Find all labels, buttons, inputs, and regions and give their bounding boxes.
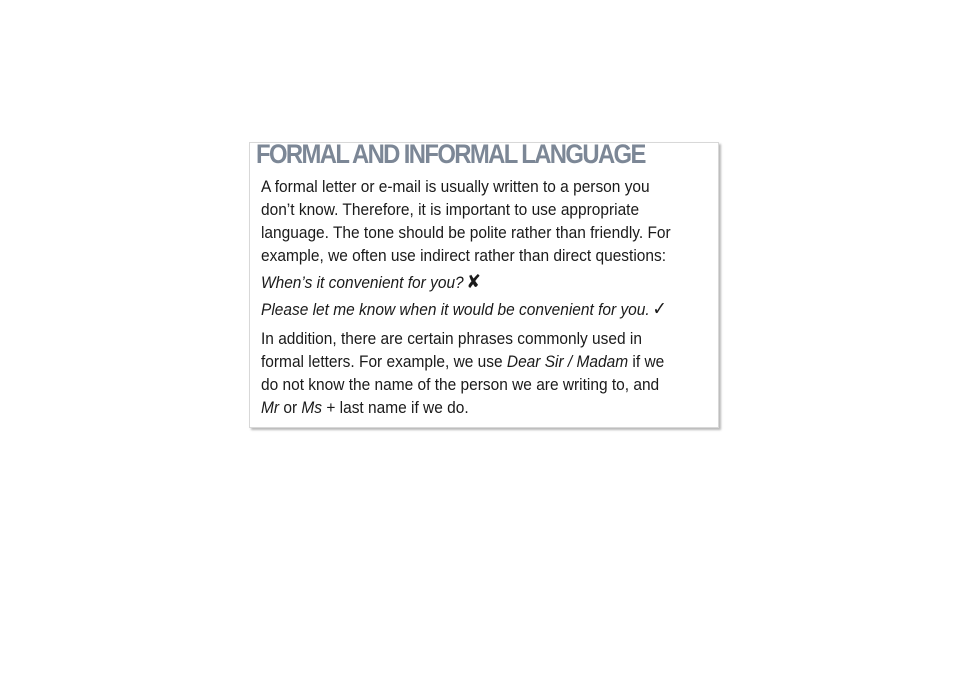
intro-line: language. The tone should be polite rather than friendly. For [261, 223, 671, 242]
formal-example-text: Please let me know when it would be convenient for you. [261, 300, 650, 319]
informal-example-text: When’s it convenient for you? [261, 273, 464, 292]
box-title: FORMAL AND INFORMAL LANGUAGE [256, 139, 645, 169]
informal-example [261, 271, 689, 294]
title-ms: Ms [301, 398, 323, 417]
box-content [261, 175, 689, 419]
closing-text: if we [628, 352, 665, 371]
grammar-info-box [249, 139, 719, 428]
formal-example [261, 298, 689, 321]
cross-icon: ✘ [466, 272, 481, 293]
salutation-example: Dear Sir / Madam [506, 352, 629, 371]
title-mr: Mr [261, 398, 280, 417]
closing-text: + last name if we do. [322, 398, 469, 417]
closing-line: do not know the name of the person we are writing to, and [261, 375, 660, 394]
closing-line [261, 350, 689, 373]
check-icon: ✓ [652, 299, 667, 320]
closing-text: or [279, 398, 302, 417]
intro-line: A formal letter or e-mail is usually written to a person you [261, 177, 650, 196]
intro-line: don’t know. Therefore, it is important to use appropriate [261, 200, 640, 219]
closing-line [261, 396, 689, 419]
closing-line: In addition, there are certain phrases commonly used in [261, 329, 642, 348]
intro-line: example, we often use indirect rather than direct questions: [261, 246, 667, 265]
closing-text: formal letters. For example, we use [261, 352, 507, 371]
